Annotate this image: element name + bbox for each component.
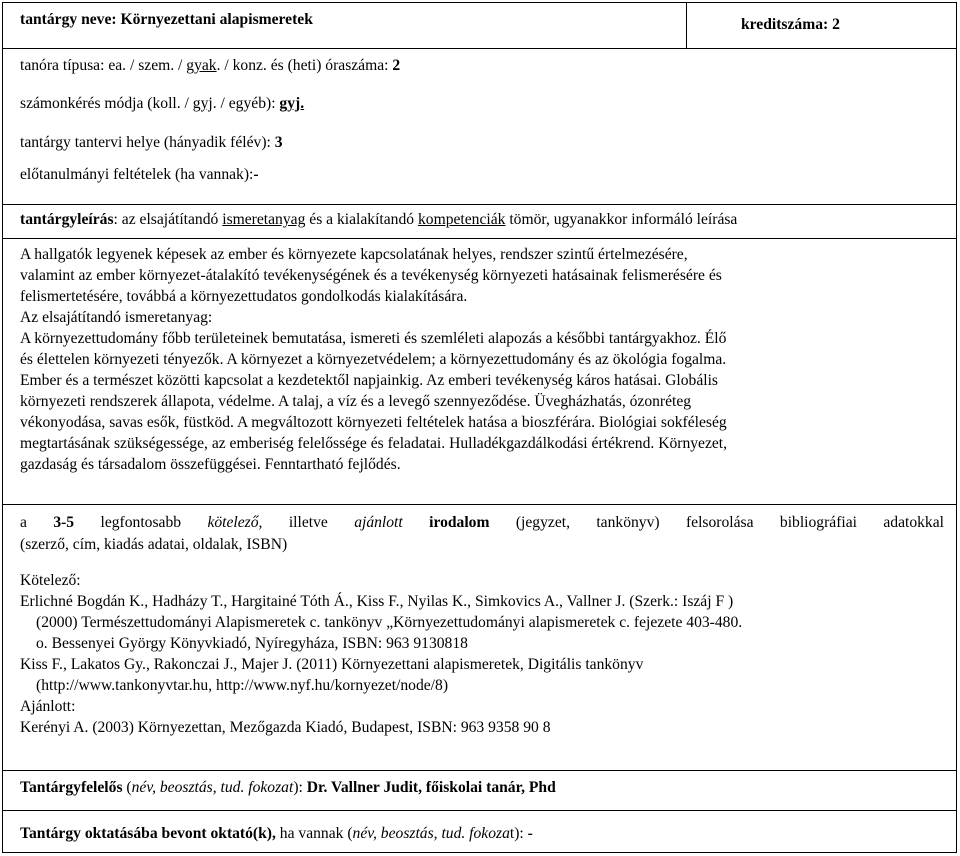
knowledge-line: megtartásának szükségessége, az emberiség felelőssége és feladatai. Hulladékgazdálkodási értékrend. Környezet, [20, 435, 728, 452]
knowledge-line: vékonyodása, savas esők, füstköd. A megváltozott környezeti feltételek hatása a bioszférára. Biológiai sokféleség [20, 414, 727, 431]
weekly-hours: 2 [392, 57, 401, 74]
goal-line: felismertetésére, továbbá a környezettudatos gondolkodás kialakítására. [20, 288, 468, 305]
credits-label: kreditszáma: [741, 16, 833, 33]
literature-heading-text: legfontosabb [74, 514, 208, 531]
knowledge-line: és élettelen környezeti tényezők. A környezet a környezetvédelem; a környezettudomány és az ökológia fogalma. [20, 351, 727, 368]
knowledge-link-text: ismeretanyag [222, 211, 306, 228]
credits-value: 2 [832, 16, 840, 33]
knowledge-line: A környezettudomány főbb területeinek bemutatása, ismereti és szemléleti alapozás a későbbi tantárgyakhoz. Élő [20, 330, 727, 347]
prerequisites-line [20, 166, 259, 184]
description-body-row [3, 239, 956, 505]
curriculum-place-value: 3 [274, 134, 283, 151]
reference-line: (2000) Természettudományi Alapismeretek c. tankönyv „Környezettudományi alapismeretek c. fejezete 403-480. [36, 614, 743, 631]
reference-line: Kiss F., Lakatos Gy., Rakonczai J., Majer J. (2011) Környezettani alapismeretek, Digitális tankönyv [20, 656, 644, 673]
recommended-label: Ajánlott: [20, 698, 76, 715]
credits-line [741, 16, 840, 34]
description-heading-row [3, 205, 956, 239]
subject-label: tantárgy neve: [20, 11, 121, 28]
reference-line: o. Bessenyei György Könyvkiadó, Nyíregyháza, ISBN: 963 9130818 [36, 635, 468, 652]
knowledge-line: gazdaság és társadalom összefüggései. Fenntartható fejlődés. [20, 456, 401, 473]
responsible-paren: ): [293, 779, 307, 796]
literature-count: 3-5 [53, 514, 75, 531]
reference-line: Kerényi A. (2003) Környezettan, Mezőgazda Kiadó, Budapest, ISBN: 963 9358 90 8 [20, 719, 551, 736]
literature-heading-text: (jegyzet, tankönyv) felsorolása bibliográfiai adatokkal [489, 514, 944, 531]
required-label: Kötelező: [20, 572, 81, 589]
assessment-line [20, 95, 304, 113]
reference-line: (http://www.tankonyvtar.hu, http://www.nyf.hu/kornyezet/node/8) [36, 677, 449, 694]
knowledge-line: környezeti rendszerek állapota, védelme. A talaj, a víz és a levegő szennyeződése. Üvegházhatás, ózonréteg [20, 393, 692, 410]
instructor-value: - [527, 825, 533, 842]
assessment-value: gyj. [279, 95, 305, 112]
assessment-middle: . / egyéb): [212, 95, 280, 112]
goal-line: valamint az ember környezet-átalakító tevékenységének és a tevékenység környezeti hatásainak felismerésére és [20, 267, 722, 284]
literature-heading-text: illetve [262, 514, 355, 531]
literature-heading-line-1 [20, 512, 944, 534]
subject-name-line [20, 11, 313, 29]
responsible-row [3, 771, 956, 811]
responsible-name: Dr. Vallner Judit, főiskolai tanár, Phd [306, 779, 556, 796]
assessment-prefix: számonkérés módja (koll. / [20, 95, 193, 112]
literature-heading-text: a [20, 514, 54, 531]
instructor-text: ha vannak ( [275, 825, 353, 842]
course-description-sheet [2, 2, 957, 853]
column-divider [686, 3, 687, 48]
prerequisites-label: előtanulmányi feltételek (ha vannak): [20, 166, 254, 183]
literature-heading-line-2: (szerző, cím, kiadás adatai, oldalak, ISBN) [20, 536, 288, 553]
description-body [20, 244, 944, 475]
literature-list [20, 570, 944, 738]
knowledge-line: Ember és a természet közötti kapcsolat a kezdetektől napjainkig. Az emberi tevékenység káros hatásai. Globális [20, 372, 719, 389]
class-type-line [20, 57, 400, 75]
subject-row [3, 3, 956, 49]
description-heading-text-3: tömör, ugyanakkor informáló leírása [505, 211, 738, 228]
class-type-gyak: gyak [186, 57, 217, 74]
instructor-text: t): [509, 825, 528, 842]
reference-line: Erlichné Bogdán K., Hadházy T., Hargitainé Tóth Á., Kiss F., Nyilas K., Simkovics A., Vallner J. (Szerk.: Iszáj F ) [20, 593, 734, 610]
literature-heading [20, 512, 944, 556]
literature-recommended-word: ajánlott [354, 514, 403, 531]
class-type-middle: . / konz. és (heti) óraszáma: [216, 57, 393, 74]
description-heading [20, 211, 737, 229]
description-heading-text-2: és a kialakítandó [305, 211, 418, 228]
curriculum-place-label: tantárgy tantervi helye (hányadik félév): [20, 134, 275, 151]
goal-line: A hallgatók legyenek képesek az ember és környezete kapcsolatának helyes, rendszer szintű értelmezésére, [20, 246, 688, 263]
instructor-label: Tantárgy oktatásába bevont oktató(k), [20, 825, 276, 842]
prerequisites-value: - [253, 166, 259, 183]
responsible-hint: név, beosztás, tud. fokozat [131, 779, 294, 796]
instructor-hint: név, beosztás, tud. fokoza [352, 825, 510, 842]
literature-row [3, 505, 956, 771]
assessment-gyj: gyj [192, 95, 213, 112]
literature-word: irodalom [429, 514, 490, 531]
instructor-line [20, 825, 533, 843]
competencies-link-text: kompetenciák [417, 211, 506, 228]
description-heading-text-1: : az elsajátítandó [113, 211, 223, 228]
knowledge-label: Az elsajátítandó ismeretanyag: [20, 309, 213, 326]
responsible-paren: ( [122, 779, 132, 796]
responsible-line [20, 779, 556, 797]
instructor-row [3, 811, 956, 853]
curriculum-place-line [20, 134, 283, 152]
literature-required-word: kötelező, [207, 514, 263, 531]
responsible-label: Tantárgyfelelős [20, 779, 123, 796]
literature-heading-text [403, 514, 429, 531]
course-info-block [3, 49, 956, 205]
description-heading-bold: tantárgyleírás [20, 211, 114, 228]
subject-name: Környezettani alapismeretek [120, 11, 313, 28]
class-type-prefix: tanóra típusa: ea. / szem. / [20, 57, 187, 74]
